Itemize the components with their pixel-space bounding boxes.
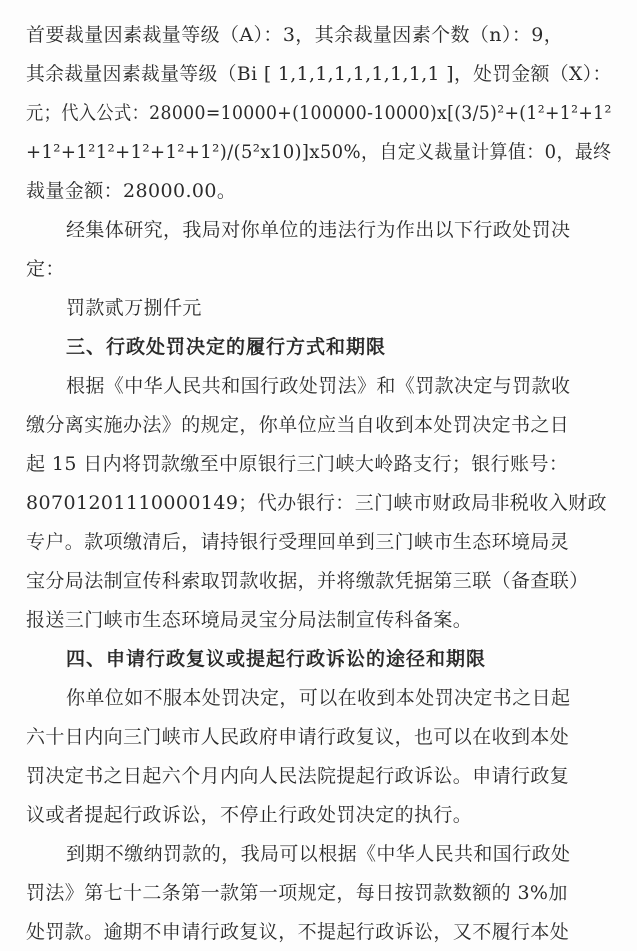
text-line: 元；代入公式：28000=10000+(100000-10000)x[(3/5)²+(1²+1²+1² <box>26 102 612 124</box>
text-line: 经集体研究，我局对你单位的违法行为作出以下行政处罚决 <box>66 219 571 241</box>
text-line: 你单位如不服本处罚决定，可以在收到本处罚决定书之日起 <box>66 687 571 709</box>
text-line: 宝分局法制宣传科索取罚款收据，并将缴款凭据第三联（备查联） <box>26 570 589 592</box>
text-line: 缴分离实施办法》的规定，你单位应当自收到本处罚决定书之日 <box>26 414 570 436</box>
text-line: 首要裁量因素裁量等级（A）：3，其余裁量因素个数（n）：9， <box>26 24 564 46</box>
text-line: 六十日内向三门峡市人民政府申请行政复议，也可以在收到本处 <box>26 726 570 748</box>
section-heading: 四、申请行政复议或提起行政诉讼的途径和期限 <box>66 648 487 670</box>
text-line: +1²+1²1²+1²+1²+1²)/(5²x10)]x50%，自定义裁量计算值：0，最终 <box>26 141 612 163</box>
section-heading: 三、行政处罚决定的履行方式和期限 <box>66 336 387 358</box>
text-line: 处罚款。逾期不申请行政复议，不提起行政诉讼，又不履行本处 <box>26 921 570 943</box>
text-line: 根据《中华人民共和国行政处罚法》和《罚款决定与罚款收 <box>66 375 571 397</box>
text-line: 其余裁量因素裁量等级（Bi [ 1,1,1,1,1,1,1,1,1 ]，处罚金额（X）： <box>26 63 612 85</box>
penalty-amount-line: 罚款贰万捌仟元 <box>66 297 202 319</box>
text-line: 专户。款项缴清后，请持银行受理回单到三门峡市生态环境局灵 <box>26 531 570 553</box>
text-line: 起 15 日内将罚款缴至中原银行三门峡大岭路支行；银行账号： <box>26 453 569 475</box>
text-line: 报送三门峡市生态环境局灵宝分局法制宣传科备案。 <box>26 609 473 631</box>
text-line: 议或者提起行政诉讼，不停止行政处罚决定的执行。 <box>26 804 473 826</box>
text-line: 到期不缴纳罚款的，我局可以根据《中华人民共和国行政处 <box>66 843 571 865</box>
text-line: 罚法》第七十二条第一款第一项规定，每日按罚款数额的 3%加 <box>26 882 568 904</box>
text-line: 定： <box>26 258 65 280</box>
text-line: 80701201110000149；代办银行：三门峡市财政局非税收入财政 <box>26 492 607 514</box>
text-line: 裁量金额：28000.00。 <box>26 180 237 202</box>
text-line: 罚决定书之日起六个月内向人民法院提起行政诉讼。申请行政复 <box>26 765 570 787</box>
